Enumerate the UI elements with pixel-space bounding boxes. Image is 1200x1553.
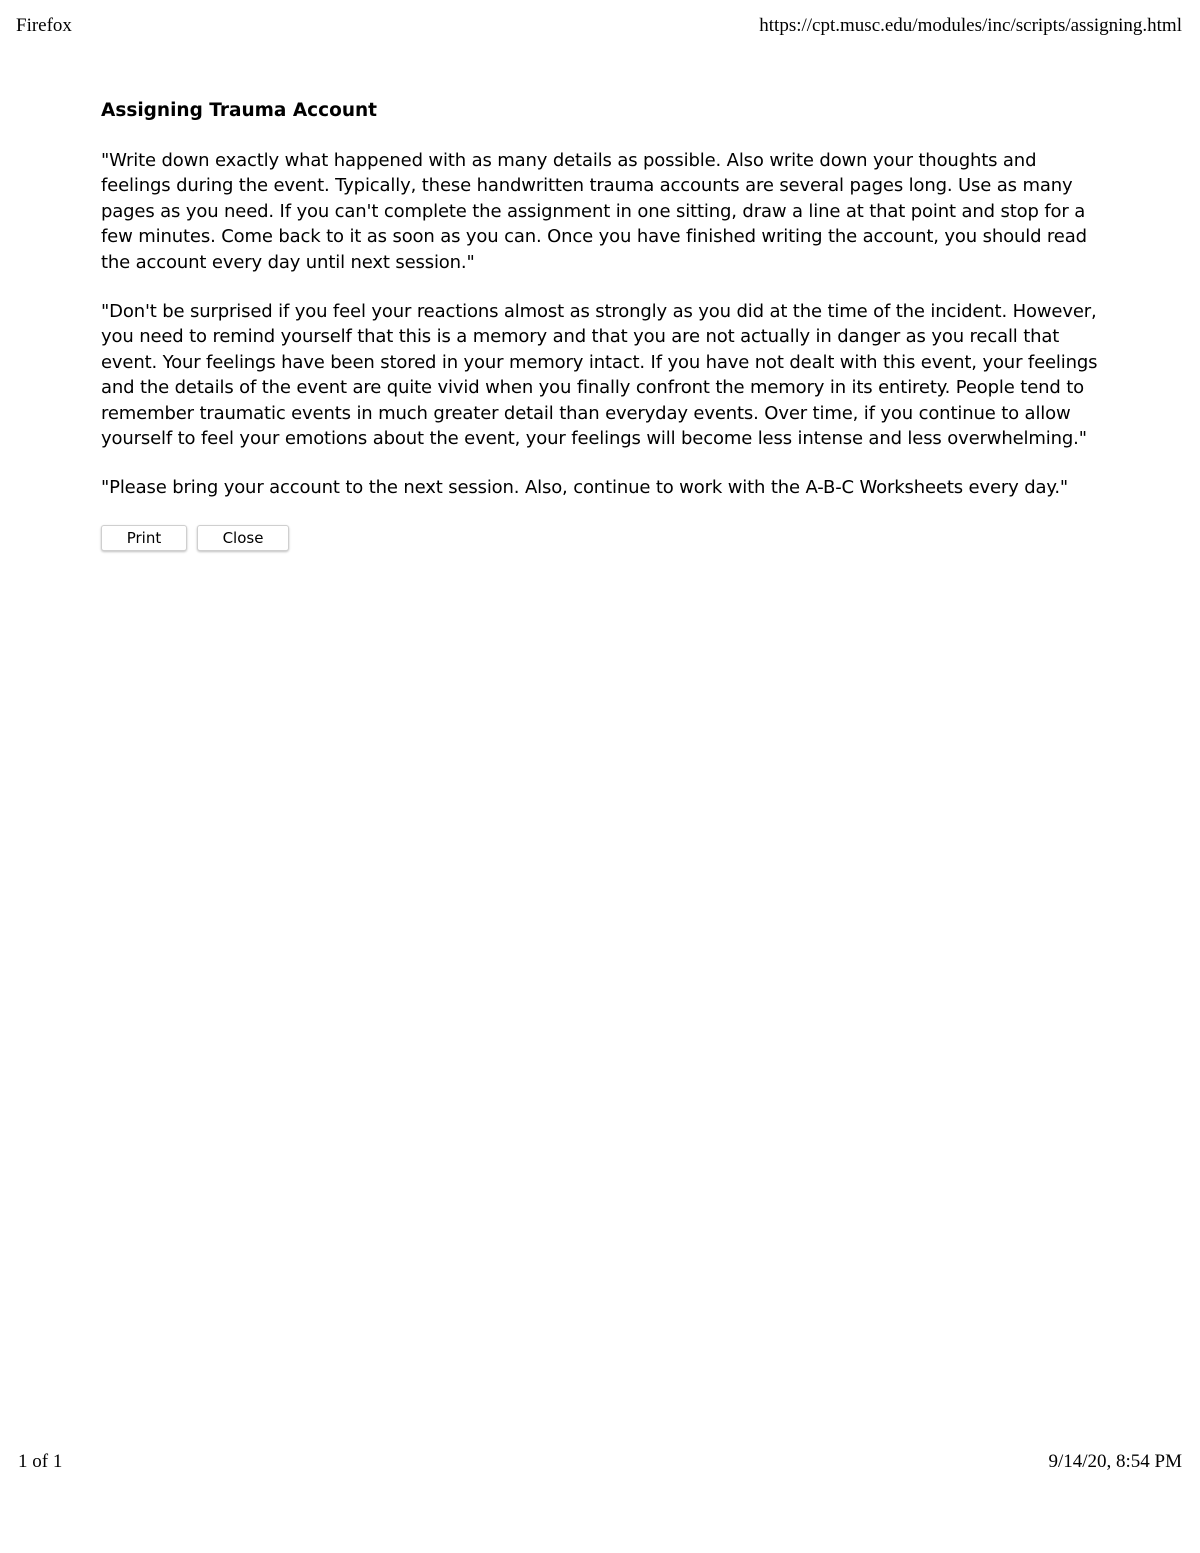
button-row xyxy=(101,525,1101,551)
print-footer-page: 1 of 1 xyxy=(18,1451,63,1472)
page-title: Assigning Trauma Account xyxy=(101,100,378,121)
print-header-url: https://cpt.musc.edu/modules/inc/scripts/assigning.html xyxy=(759,15,1182,36)
paragraph-reactions: "Don't be surprised if you feel your reactions almost as strongly as you did at the time of the incident. However, you need to remind yourself that this is a memory and that you are not actually in danger as you recall that event. Your feelings have been stored in your memory intact. If you have not dealt with this event, your feelings and the details of the event are quite vivid when you finally confront the memory in its entirety. People tend to remember traumatic events in much greater detail than everyday events. Over time, if you continue to allow yourself to feel your emotions about the event, your feelings will become less intense and less overwhelming." xyxy=(101,301,1098,450)
paragraph-bring-account: "Please bring your account to the next session. Also, continue to work with the A-B-C Worksheets every day." xyxy=(101,477,1069,499)
paragraph-write-instructions: "Write down exactly what happened with as many details as possible. Also write down your thoughts and feelings during the event. Typically, these handwritten trauma accounts are several pages long. Use as many pages as you need. If you can't complete the assignment in one sitting, draw a line at that point and stop for a few minutes. Come back to it as soon as you can. Once you have finished writing the account, you should read the account every day until next session." xyxy=(101,150,1087,273)
close-button[interactable]: Close xyxy=(197,525,289,551)
print-footer-datetime: 9/14/20, 8:54 PM xyxy=(1048,1451,1182,1472)
document-content xyxy=(101,98,1101,551)
print-button[interactable]: Print xyxy=(101,525,187,551)
print-header-browser: Firefox xyxy=(16,15,72,36)
